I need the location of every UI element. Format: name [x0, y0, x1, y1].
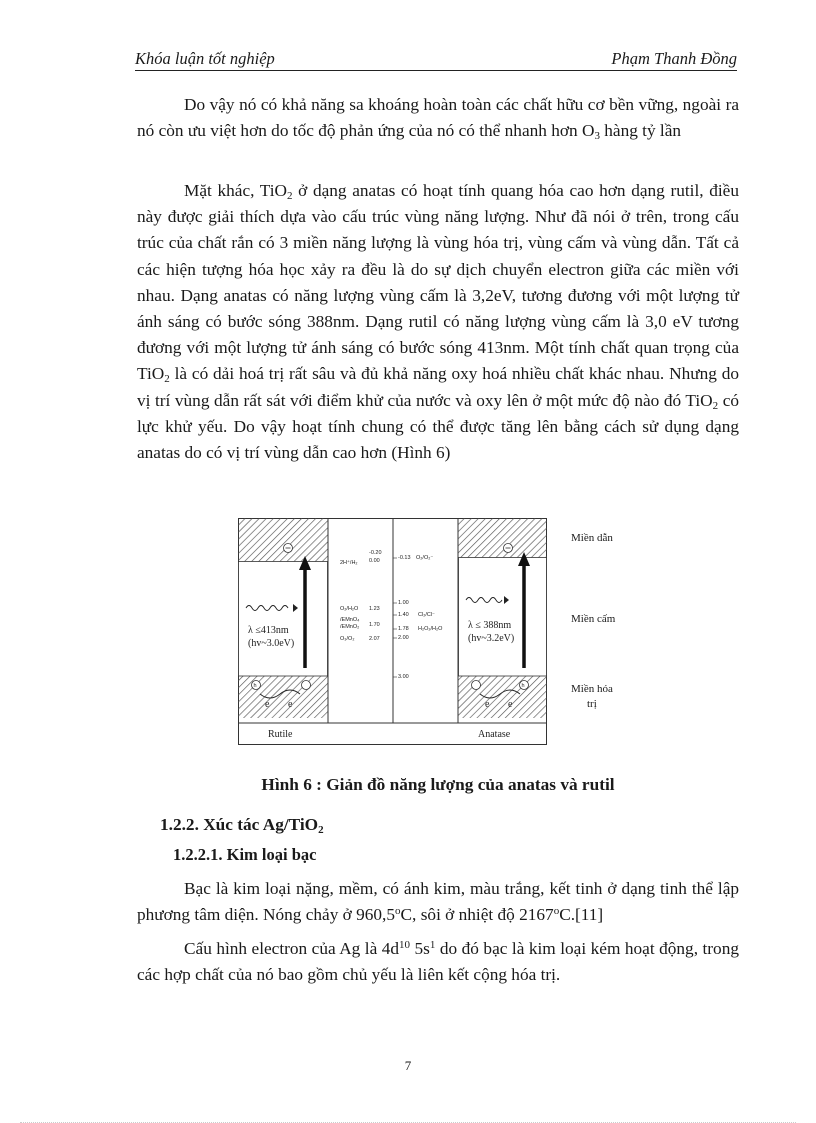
p4-text-b: 5s [410, 939, 430, 958]
scale-tick-label: 1.00 [398, 600, 409, 606]
paragraph-1 [137, 92, 739, 144]
header-thesis-title: Khóa luận tốt nghiệp [135, 49, 275, 68]
redox-species-label: H₂O₂/H₂O [418, 626, 443, 632]
rutile-e-label-1: e [265, 699, 270, 710]
rutile-hole-label: h [253, 683, 257, 689]
p2-text-a: Mặt khác, TiO [184, 181, 288, 200]
anatase-valence-band [459, 676, 547, 718]
zone-valence-label-1: Miền hóa [571, 683, 613, 695]
scale-tick-label: 1.23 [369, 606, 380, 612]
header-author: Phạm Thanh Đồng [611, 49, 737, 68]
redox-species-label: /EMnO₄ [340, 617, 360, 623]
anatase-energy: (hv~3.2eV) [468, 633, 515, 644]
scale-tick-label: 2.07 [369, 636, 380, 642]
p1-sub: 3 [594, 130, 600, 143]
anatase-e-label-2: e [508, 699, 513, 710]
p2-text-c: là có dải hoá trị rất sâu và đủ khả năng oxy hoá nhiều chất khác nhau. Nhưng do vị trí vùng dẫn rất sát với điểm khử của nước và oxy lên ở một mức độ nào đó TiO [137, 364, 739, 410]
p2-sub2: 2 [164, 373, 170, 386]
p1-text-end: hàng tỷ lần [599, 121, 682, 141]
anatase-hole-label: h [521, 683, 525, 689]
energy-diagram-figure [238, 518, 547, 745]
redox-species-label: O₃/O₂ [340, 636, 355, 642]
scale-tick-label: 1.70 [369, 622, 380, 628]
redox-species-label: O₂/O₂⁻ [416, 555, 434, 561]
p3-text-b: C, sôi ở nhiệt độ 2167 [400, 905, 554, 925]
paragraph-3 [137, 876, 739, 928]
p3-degree-1: o [395, 905, 401, 918]
rutile-e-label-2: e [288, 699, 293, 710]
rutile-conduction-band [239, 519, 328, 562]
zone-gap-label: Miền cấm [571, 613, 616, 625]
anatase-wavelength: λ ≤ 388nm [468, 620, 512, 631]
p3-degree-2: o [553, 905, 560, 918]
page-number: 7 [404, 1058, 412, 1073]
scale-tick-label: 0.00 [369, 558, 380, 564]
scale-tick-label: -0.20 [369, 550, 382, 556]
p2-text-b: ở dạng anatas có hoạt tính quang hóa cao hơn dạng rutil, điều này được giải thích dựa vào cấu trúc vùng năng lượng. Như đã nói ở trên, trong cấu trúc của chất rắn có 3 miền năng lượng là vùng hóa trị, vùng cấm và vùng dẫn. Tất cả các hiện tượng hóa học xảy ra đều là do sự dịch chuyển electron giữa các miền với nhau. Dạng anatas có năng lượng vùng cấm là 3,2eV, tương đương với một lượng tử ánh sáng có bước sóng 388nm. Dạng rutil có năng lượng vùng cấm là 3,0 eV tương đương với một lượng tử ánh sáng có bước sóng 413nm. Một tính chất quan trọng của TiO [137, 181, 739, 384]
p2-sub3: 2 [712, 399, 719, 412]
paragraph-4 [137, 936, 739, 988]
zone-conduction-label: Miền dẫn [571, 532, 613, 544]
p2-sub1: 2 [287, 190, 293, 202]
rutile-valence-band [239, 676, 328, 718]
scale-tick-label: 1.40 [398, 612, 409, 618]
redox-species-label: Cl₂/Cl⁻ [418, 612, 435, 618]
p3-text-c: C.[11] [559, 905, 604, 925]
p4-text-a: Cấu hình electron của Ag là 4d [184, 939, 400, 958]
rutile-wavelength: λ ≤413nm [248, 625, 289, 636]
redox-species-label: O₂/H₂O [340, 606, 359, 612]
p3-text-a: Bạc là kim loại nặng, mềm, có ánh kim, màu trắng, kết tinh ở dạng tinh thể lập phương tâm diện. Nóng chảy ở 960,5 [137, 879, 739, 925]
figure-caption: Hình 6 : Giản đồ năng lượng của anatas và rutil [261, 775, 615, 794]
page-header [135, 50, 737, 71]
redox-species-label: /EMnO₂ [340, 624, 360, 630]
anatase-label: Anatase [478, 729, 511, 740]
anatase-hole-icon [472, 681, 481, 690]
section-heading-sub: 2 [318, 824, 324, 836]
rutile-label: Rutile [268, 729, 293, 740]
anatase-conduction-band [459, 519, 547, 558]
p4-sup-1: 1 [429, 939, 436, 951]
zone-valence-label-2: trị [587, 698, 597, 710]
redox-species-label: 2H⁺/H₂ [340, 560, 358, 566]
p4-sup-10: 10 [399, 939, 411, 951]
p4-text-c: do đó bạc là kim loại kém hoạt động, trong các hợp chất của nó bao gồm chủ yếu là liên kết cộng hóa trị. [137, 939, 739, 985]
paragraph-2 [137, 178, 739, 466]
scale-tick-label: 1.78 [398, 626, 409, 632]
p2-text-d: có lực khử yếu. Do vậy hoạt tính chung có thể được tăng lên bằng cách sử dụng dạng anatas do có vị trí vùng dẫn cao hơn (Hình 6) [137, 390, 740, 463]
scale-tick-label: -0.13 [398, 555, 411, 561]
section-heading-text: 1.2.2. Xúc tác Ag/TiO [160, 815, 319, 834]
rutile-energy: (hv~3.0eV) [248, 638, 295, 649]
p1-text: Do vậy nó có khả năng sa khoáng hoàn toàn các chất hữu cơ bền vững, ngoài ra nó còn ưu việt hơn do tốc độ phản ứng của nó có thể nhanh hơn O [137, 95, 739, 141]
subsection-heading: 1.2.2.1. Kim loại bạc [173, 845, 317, 864]
scale-tick-label: 2.00 [398, 635, 409, 641]
section-heading [160, 815, 324, 835]
scale-tick-label: 3.00 [398, 674, 409, 680]
anatase-e-label-1: e [485, 699, 490, 710]
